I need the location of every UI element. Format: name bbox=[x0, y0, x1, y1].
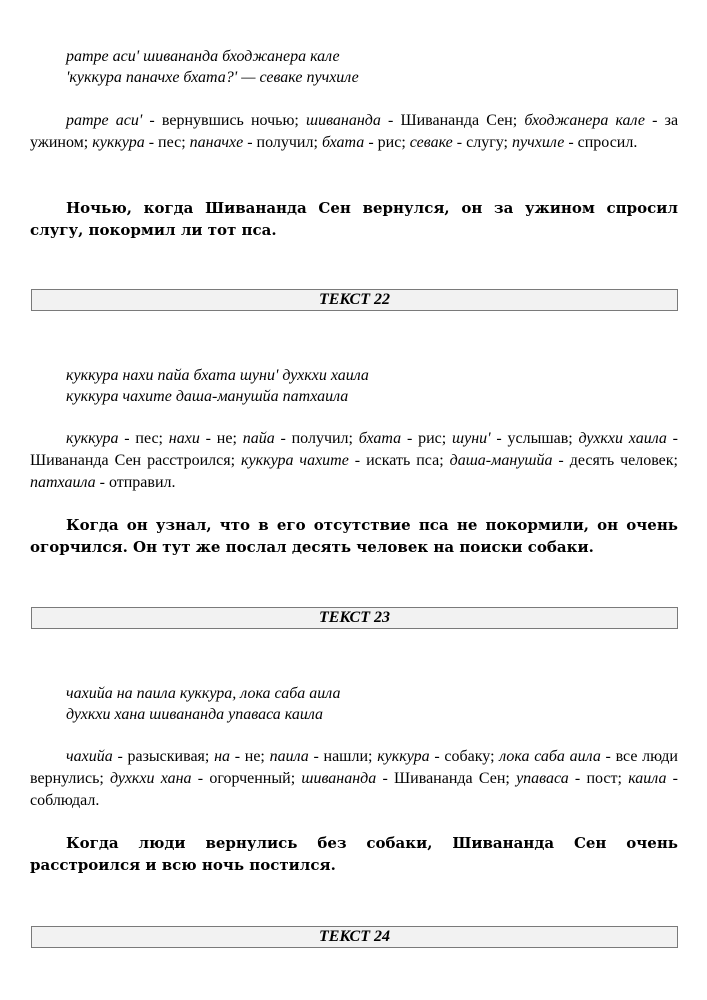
verse-line: чахийа на паила куккура, лока саба аила bbox=[66, 685, 341, 702]
text-header: ТЕКСТ 24 bbox=[31, 926, 678, 948]
synonym-term: куккура bbox=[66, 430, 119, 447]
synonym-term: патхаила bbox=[30, 474, 96, 491]
synonym-term: бходжанера кале bbox=[524, 112, 646, 129]
synonym-term: бхата bbox=[358, 430, 402, 447]
synonym-meaning: разыскивая bbox=[127, 748, 205, 765]
synonym-term: куккура bbox=[92, 134, 145, 151]
synonyms: чахийа - разыскивая; на - не; паила - нашли; куккура - собаку; лока саба аила - все люди вернулись; духкхи хана - огорченный; шивананда - Шивананда Сен; упаваса - пост; каила - соблюдал. bbox=[30, 748, 678, 809]
synonym-term: бхата bbox=[321, 134, 365, 151]
translation: Когда он узнал, что в его отсутствие пса не покормили, он очень огорчился. Он тут же послал десять человек на поиски собаки. bbox=[30, 516, 678, 556]
synonym-term: куккура чахите bbox=[241, 452, 349, 469]
synonym-term: севаке bbox=[409, 134, 453, 151]
synonym-meaning: спросил bbox=[577, 134, 634, 151]
synonym-term: паила bbox=[269, 748, 309, 765]
synonym-meaning: не bbox=[244, 748, 261, 765]
synonym-meaning: десять человек bbox=[569, 452, 674, 469]
synonym-term: нахи bbox=[168, 430, 200, 447]
synonym-meaning: вернувшись ночью bbox=[161, 112, 295, 129]
synonym-meaning: получил bbox=[256, 134, 314, 151]
synonym-meaning: искать пса bbox=[366, 452, 440, 469]
verse-line: куккура нахи пайа бхата шуни' духкхи хаила bbox=[66, 367, 369, 384]
synonym-term: шивананда bbox=[301, 770, 377, 787]
translation: Когда люди вернулись без собаки, Шивананда Сен очень расстроился и всю ночь постился. bbox=[30, 834, 678, 874]
synonym-term: лока саба аила bbox=[499, 748, 601, 765]
synonym-meaning: собаку bbox=[444, 748, 491, 765]
verse bbox=[66, 683, 666, 725]
verse bbox=[66, 365, 666, 407]
synonym-meaning: пост bbox=[586, 770, 618, 787]
synonym-term: паначхе bbox=[189, 134, 244, 151]
synonym-meaning: соблюдал bbox=[30, 792, 96, 809]
synonym-term: упаваса bbox=[516, 770, 569, 787]
synonym-term: ратре аси' bbox=[66, 112, 143, 129]
synonym-meaning: Шивананда Сен bbox=[400, 112, 513, 129]
synonym-term: пайа bbox=[242, 430, 275, 447]
synonym-term: каила bbox=[628, 770, 667, 787]
synonym-term: духкхи хана bbox=[110, 770, 192, 787]
verse bbox=[66, 46, 666, 88]
synonym-meaning: рис bbox=[377, 134, 402, 151]
synonym-meaning: огорченный bbox=[209, 770, 291, 787]
synonym-term: шуни' bbox=[452, 430, 491, 447]
synonym-term: пучхиле bbox=[512, 134, 565, 151]
text-header: ТЕКСТ 23 bbox=[31, 607, 678, 629]
synonym-meaning: за ужином bbox=[30, 112, 679, 151]
synonym-meaning: отправил bbox=[108, 474, 172, 491]
synonym-meaning: пес bbox=[158, 134, 182, 151]
synonym-meaning: нашли bbox=[323, 748, 369, 765]
translation: Ночью, когда Шивананда Сен вернулся, он за ужином спросил слугу, покормил ли тот пса. bbox=[30, 199, 678, 239]
synonym-meaning: не bbox=[216, 430, 233, 447]
synonym-meaning: все люди вернулись bbox=[30, 748, 678, 787]
synonym-term: шивананда bbox=[306, 112, 381, 129]
synonym-meaning: Шивананда Сен bbox=[394, 770, 506, 787]
synonym-meaning: Шивананда Сен расстроился bbox=[30, 452, 231, 469]
verse-line: куккура чахите даша-манушйа патхаила bbox=[66, 388, 349, 405]
verse-line: ратре аси' шивананда бходжанера кале bbox=[66, 48, 340, 65]
synonym-term: на bbox=[214, 748, 230, 765]
synonym-meaning: пес bbox=[135, 430, 159, 447]
synonyms: куккура - пес; нахи - не; пайа - получил; бхата - рис; шуни' - услышав; духкхи хаила - Шивананда Сен расстроился; куккура чахите - искать пса; даша-манушйа - десять человек; патхаила - отправил. bbox=[30, 430, 678, 491]
synonym-term: куккура bbox=[377, 748, 430, 765]
verse-line: духкхи хана шивананда упаваса каила bbox=[66, 706, 324, 723]
text-header: ТЕКСТ 22 bbox=[31, 289, 678, 311]
synonym-term: чахийа bbox=[66, 748, 113, 765]
synonyms: ратре аси' - вернувшись ночью; шивананда - Шивананда Сен; бходжанера кале - за ужином; куккура - пес; паначхе - получил; бхата - рис; севаке - слугу; пучхиле - спросил. bbox=[30, 112, 679, 151]
verse-line: 'куккура паначхе бхата?' — севаке пучхиле bbox=[66, 69, 359, 86]
synonym-meaning: слугу bbox=[466, 134, 504, 151]
synonym-meaning: услышав bbox=[507, 430, 569, 447]
synonym-term: даша-манушйа bbox=[449, 452, 553, 469]
synonym-term: духкхи хаила bbox=[578, 430, 667, 447]
synonym-meaning: получил bbox=[291, 430, 349, 447]
synonym-meaning: рис bbox=[418, 430, 442, 447]
